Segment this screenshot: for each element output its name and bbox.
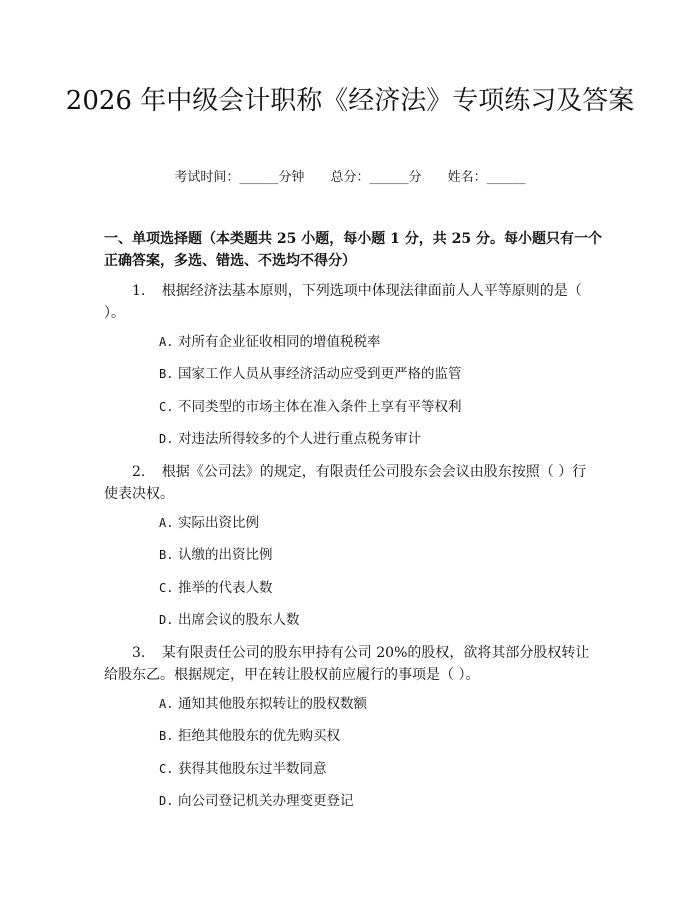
- option-text: 对违法所得较多的个人进行重点税务审计: [178, 431, 421, 447]
- exam-info-line: [0, 168, 700, 188]
- option-text: 拒绝其他股东的优先购买权: [178, 728, 340, 744]
- question-text: 根据经济法基本原则，下列选项中体现法律面前人人平等原则的是（ ）。: [104, 283, 582, 321]
- option-text: 实际出资比例: [178, 515, 259, 531]
- option-letter: A.: [159, 516, 174, 530]
- option-text: 向公司登记机关办理变更登记: [178, 793, 354, 809]
- question-2-stem: [104, 461, 600, 505]
- option-letter: B.: [159, 548, 174, 562]
- question-2-option-b: [159, 545, 273, 565]
- option-text: 获得其他股东过半数同意: [178, 761, 327, 777]
- question-2-option-a: [159, 513, 259, 533]
- option-text: 对所有企业征收相同的增值税税率: [178, 334, 381, 350]
- student-name-field: 姓名：______: [447, 170, 526, 185]
- question-text: 某有限责任公司的股东甲持有公司 20%的股权，欲将其部分股权转让给股东乙。根据规定，甲在转让股权前应履行的事项是（ ）。: [104, 645, 590, 683]
- question-number: 1.: [132, 283, 146, 299]
- question-3-stem: [104, 642, 600, 686]
- question-text: 根据《公司法》的规定，有限责任公司股东会会议由股东按照（ ）行使表决权。: [104, 464, 587, 502]
- option-letter: A.: [159, 697, 174, 711]
- total-score-field: 总分：______分: [330, 170, 422, 185]
- question-2-option-d: [159, 610, 300, 630]
- option-text: 国家工作人员从事经济活动应受到更严格的监管: [178, 366, 462, 382]
- question-3-option-b: [159, 726, 340, 746]
- question-number: 3.: [132, 645, 146, 661]
- exam-time-field: 考试时间：______分钟: [174, 170, 305, 185]
- option-letter: D.: [159, 432, 174, 446]
- question-1-option-d: [159, 429, 421, 449]
- option-text: 出席会议的股东人数: [178, 612, 300, 628]
- question-1-stem: [104, 280, 600, 324]
- option-text: 推举的代表人数: [178, 580, 273, 596]
- question-1-option-b: [159, 364, 462, 384]
- question-number: 2.: [132, 464, 146, 480]
- question-3-option-a: [159, 694, 367, 714]
- option-letter: D.: [159, 794, 174, 808]
- question-2-option-c: [159, 578, 273, 598]
- option-letter: C.: [159, 762, 174, 776]
- question-3-option-d: [159, 791, 354, 811]
- section-heading: 一、单项选择题（本类题共 25 小题，每小题 1 分，共 25 分。每小题只有一个正确答案，多选、错选、不选均不得分）: [104, 231, 602, 269]
- option-text: 通知其他股东拟转让的股权数额: [178, 696, 367, 712]
- option-letter: C.: [159, 581, 174, 595]
- option-letter: C.: [159, 400, 174, 414]
- question-3-option-c: [159, 759, 327, 779]
- option-letter: A.: [159, 335, 174, 349]
- page-title: 2026 年中级会计职称《经济法》专项练习及答案: [65, 86, 635, 116]
- question-1-option-a: [159, 332, 381, 352]
- option-text: 认缴的出资比例: [178, 547, 273, 563]
- option-letter: D.: [159, 613, 174, 627]
- option-text: 不同类型的市场主体在准入条件上享有平等权利: [178, 399, 462, 415]
- question-1-option-c: [159, 397, 462, 417]
- option-letter: B.: [159, 729, 174, 743]
- option-letter: B.: [159, 367, 174, 381]
